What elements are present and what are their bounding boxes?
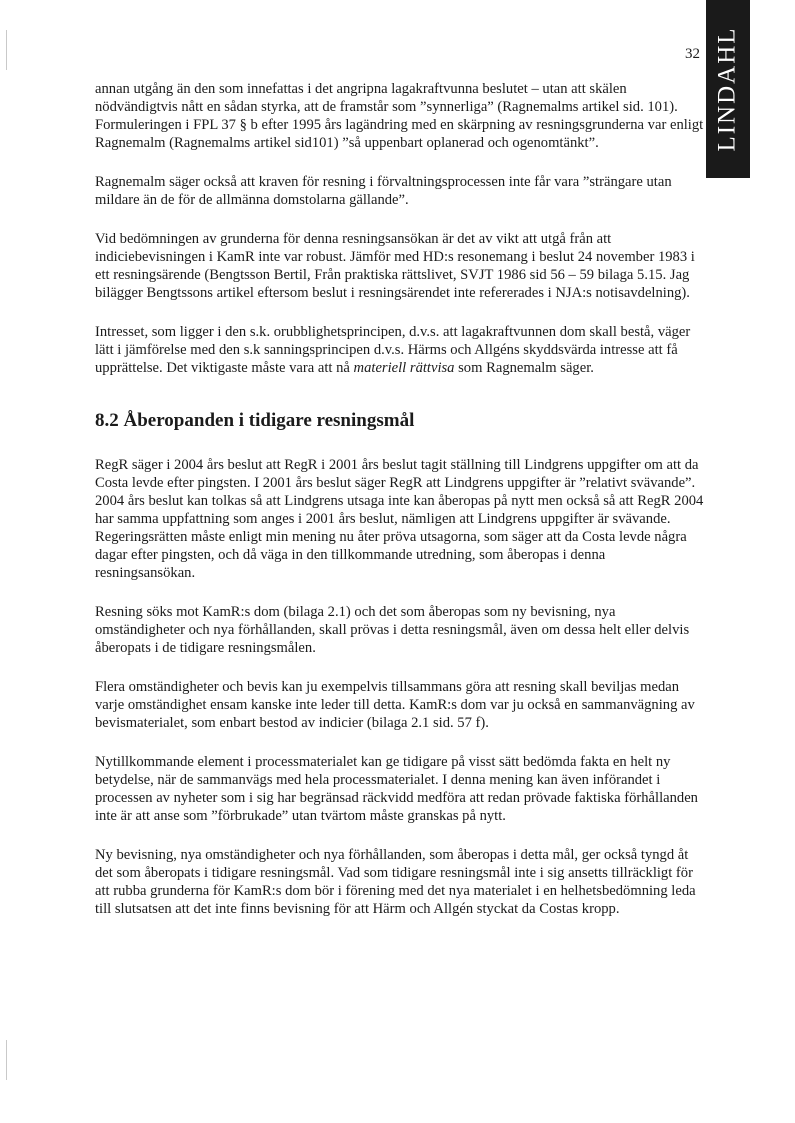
body-paragraph: RegR säger i 2004 års beslut att RegR i 2001 års beslut tagit ställning till Lindgrens uppgifter om att da Costa levde efter pingsten. I 2001 års beslut säger RegR att Lindgrens uppgifter är ”relativt svävande”. 2004 års beslut kan tolkas så att Lindgrens utsaga inte kan åberopas på nytt men också så att RegR 2004 har samma uppfattning som anges i 2001 års beslut, nämligen att Lindgrens uppgifter är svävande. Regeringsrätten måste enligt min mening nu åter pröva utsagorna, som säger att da Costa levde några dagar efter pingsten, och då väga in den tillkommande utredning, som åberopas i denna resningsansökan. xyxy=(95,457,704,581)
brand-logo-text: LINDAHL xyxy=(714,26,741,152)
body-paragraph: Resning söks mot KamR:s dom (bilaga 2.1) och det som åberopas som ny bevisning, nya omständigheter och nya förhållanden, skall prövas i detta resningsmål, även om dessa helt eller delvis åberopats i de tidigare resningsmålen. xyxy=(95,604,690,656)
paragraph-text: Intresset, som ligger i den s.k. orubblighetsprincipen, d.v.s. att lagakraftvunnen dom skall bestå, väger lätt i jämförelse med den s.k sanningsprincipen d.v.s. Härms och Allgéns skyddsvärda intresse att få upprättelse. Det viktigaste måste vara att nå xyxy=(95,324,691,376)
emphasis-text: materiell rättvisa xyxy=(353,360,455,376)
body-paragraph-emphasis xyxy=(95,323,707,377)
section-heading: 8.2 Åberopanden i tidigare resningsmål xyxy=(95,410,415,431)
body-paragraph: annan utgång än den som innefattas i det angripna lagakraftvunna beslutet – utan att skälen nödvändigtvis nått en sådan styrka, att de framstår som ”synnerliga” (Ragnemalms artikel sid. 101). Formuleringen i FPL 37 § b efter 1995 års lagändring med en skärpning av resningsgrunderna var enligt Ragnemalm (Ragnemalms artikel sid101) ”så uppenbart oplanerad och ogenomtänkt”. xyxy=(95,81,704,151)
body-paragraph: Vid bedömningen av grunderna för denna resningsansökan är det av vikt att utgå från att indiciebevisningen i KamR inte var robust. Jämför med HD:s resonemang i beslut 24 november 1983 i ett resningsärende (Bengtsson Bertil, Från praktiska rättslivet, SVJT 1986 sid 56 – 59 bilaga 5.15. Jag bilägger Bengtssons artikel eftersom beslut i resningsärendet inte refererades i NJA:s notisavdelning). xyxy=(95,231,695,301)
paragraph-text: som Ragnemalm säger. xyxy=(454,360,594,376)
page-number: 32 xyxy=(685,46,700,62)
body-paragraph: Ny bevisning, nya omständigheter och nya förhållanden, som åberopas i detta mål, ger också tyngd åt det som åberopats i tidigare resningsmål. Vad som tidigare resningsmål inte i sig ansetts tillräckligt för att rubba grunderna för KamR:s dom bör i förening med det nya materialet i en helhetsbedömning leda till slutsatsen att det inte finns bevisning för att Härm och Allgén styckat da Costas kropp. xyxy=(95,847,696,917)
scan-margin-line-bottom xyxy=(6,1040,7,1080)
body-paragraph: Nytillkommande element i processmaterialet kan ge tidigare på visst sätt bedömda fakta en helt ny betydelse, när de sammanvägs med hela processmaterialet. I denna mening kan även införandet i processen av nyheter som i sig har begränsad räckvidd medföra att redan prövade faktiska förhållanden inte är att anse som ”förbrukade” utan tvärtom måste granskas på nytt. xyxy=(95,754,698,824)
brand-tab xyxy=(706,0,750,178)
scan-margin-line-top xyxy=(6,30,7,70)
document-body xyxy=(95,80,707,939)
body-paragraph: Ragnemalm säger också att kraven för resning i förvaltningsprocessen inte får vara ”strängare utan mildare än de för de allmänna domstolarna gällande”. xyxy=(95,174,672,208)
body-paragraph: Flera omständigheter och bevis kan ju exempelvis tillsammans göra att resning skall beviljas medan varje omständighet ensam kanske inte leder till detta. KamR:s dom var ju också en sammanvägning av bevismaterialet, som enbart bestod av indicier (bilaga 2.1 sid. 57 f). xyxy=(95,679,695,731)
